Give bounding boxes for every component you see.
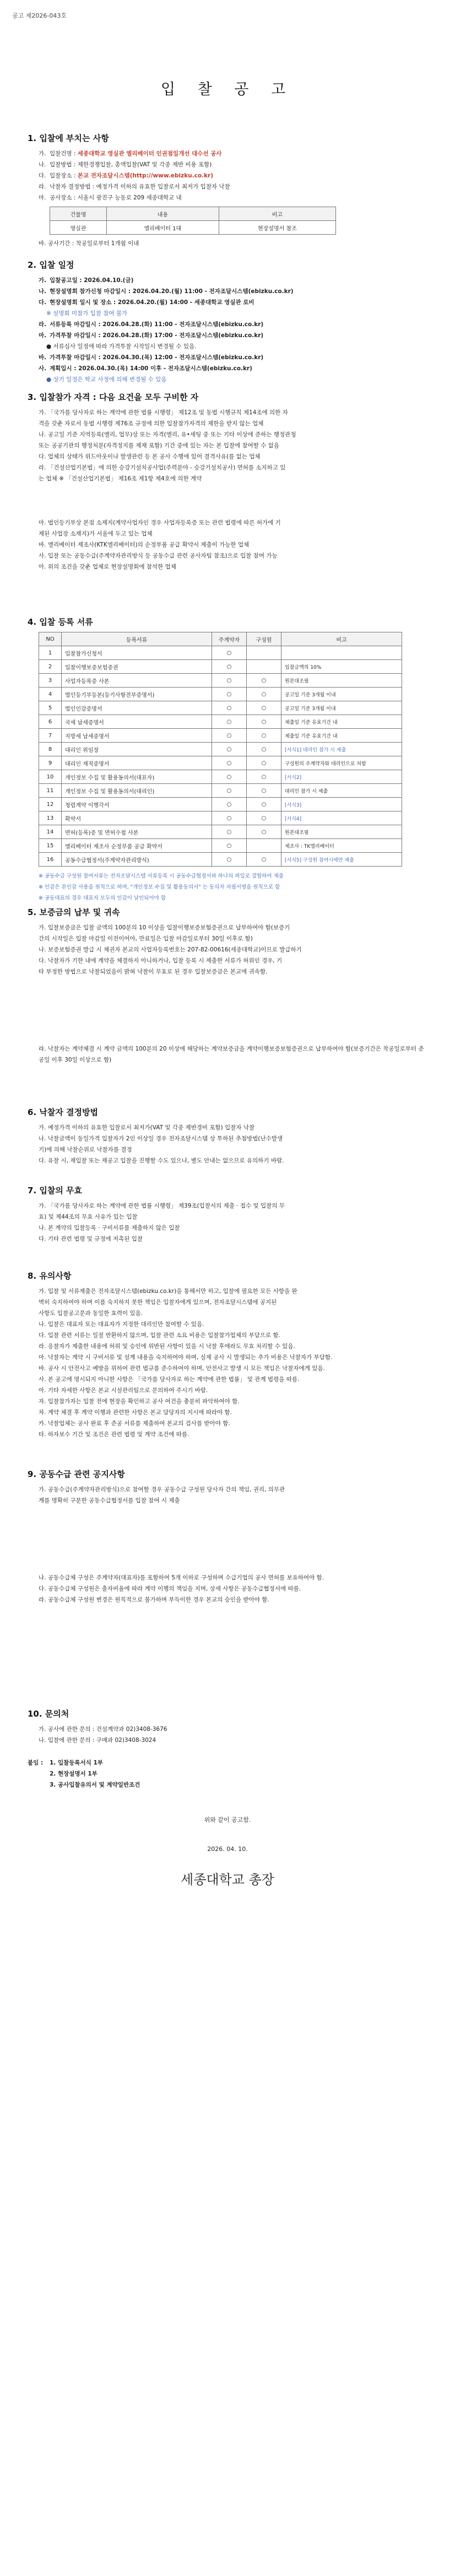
table-cell: ○ (247, 743, 281, 756)
documents-table-body (39, 646, 402, 867)
table-cell: 7 (39, 729, 62, 743)
paragraph-line: 차. 계약 체결 후 계약 이행과 관련한 사항은 본교 담당자의 지시에 따라야 함. (39, 1409, 232, 1416)
table-cell: 엘리베이터 1대 (107, 221, 219, 235)
section-bid-items (28, 132, 424, 249)
section-heading: 9. 공동수급 관련 공지사항 (28, 1469, 125, 1479)
table-cell: 현장설명서 참조 (219, 221, 335, 235)
list-item: 라. 낙찰자 결정방법 : 예정가격 이하의 유효한 입찰로서 최저가 입찰자 낙찰 (39, 183, 230, 190)
section-joint (28, 1468, 424, 1605)
table-cell: 공고일 기준 3개월 이내 (281, 701, 402, 715)
table-cell: ○ (212, 674, 247, 688)
section-heading: 1. 입찰에 부치는 사항 (28, 133, 109, 143)
section-deposit (28, 906, 424, 1065)
schedule-item: 다. 현장설명회 일시 및 장소 : 2026.04.20.(월) 14:00 - 세종대학교 영실관 로비 (39, 299, 254, 306)
notes-list (28, 1286, 424, 1440)
table-cell: 4 (39, 688, 62, 701)
table-cell: 14 (39, 825, 62, 839)
section-heading: 10. 문의처 (28, 1709, 69, 1719)
paragraph-line: 격을 갖춘 자로서 동법 시행령 제76조 규정에 의한 입찰참가자격의 제한을 받지 않는 업체 (39, 420, 264, 427)
schedule-note: ※ 설명회 미참가 입찰 참여 불가 (46, 310, 128, 317)
attachments (28, 1757, 424, 1790)
table-cell: 원본대조필 (281, 825, 402, 839)
paragraph-line: 나. 공고일 기준 지역등록(엘리, 업무)상 또는 자격(엘리, 유•세팅 중 또는 기타 이상에 준하는 행정관청 (39, 431, 296, 438)
table-cell: [서식5] 구성원 참여시에만 제출 (281, 853, 402, 867)
paragraph-line: 가. 「국가를 당사자로 하는 계약에 관한 법률 시행령」 제12조 및 동법 시행규칙 제14조에 의한 자 (39, 409, 288, 416)
table-cell: ○ (247, 825, 281, 839)
table-cell: ○ (247, 729, 281, 743)
table-header: 구성원 (247, 632, 281, 646)
schedule-item: 가. 입찰공고일 : 2026.04.10.(금) (39, 277, 134, 284)
table-cell: 8 (39, 743, 62, 756)
schedule-note: ● 서류심사 일정에 따라 가격투찰 시작일시 변경될 수 있음. (46, 343, 197, 350)
table-cell: ○ (247, 756, 281, 770)
table-cell: 13 (39, 811, 62, 825)
paragraph-line: 사. 본 공고에 명시되지 아니한 사항은 「국가를 당사자로 하는 계약에 관한 법률」 및 관계 법령을 따름. (39, 1376, 300, 1383)
schedule-note: ● 상기 일정은 학교 사정에 의해 변경될 수 있음 (46, 376, 167, 383)
table-cell: 개인정보 수집 및 활용동의서(대표자) (62, 770, 212, 784)
table-cell: 2 (39, 660, 62, 674)
paragraph-line: 타. 하자보수 기간 및 조건은 관련 법령 및 계약 조건에 따름. (39, 1431, 189, 1438)
table-note: ※ 공동대표의 경우 대표자 모두의 인감이 날인되어야 함 (39, 895, 166, 901)
table-cell: 제출일 기준 유효기간 내 (281, 715, 402, 729)
attachment-item: 1. 입찰등록서식 1부 (50, 1760, 103, 1766)
documents-table (39, 632, 402, 867)
closing-statement: 위와 같이 공고함. (204, 1816, 251, 1823)
table-row (39, 784, 402, 798)
paragraph-line: 계를 명확히 구분한 공동수급협정서를 입찰 참여 시 제출 (39, 1497, 180, 1504)
table-cell: 청렴계약 이행각서 (62, 798, 212, 811)
table-cell: 16 (39, 853, 62, 867)
table-cell: 3 (39, 674, 62, 688)
table-cell: 법인등기부등본(등기사항전부증명서) (62, 688, 212, 701)
table-row (39, 770, 402, 784)
paragraph-line: 라. 응찰자가 제출한 내용에 허위 및 승인에 위반된 사항이 있을 시 낙찰 후에라도 무효 처리할 수 있음. (39, 1343, 295, 1350)
section-schedule (28, 259, 424, 385)
table-cell: ○ (247, 701, 281, 715)
table-cell: 엘리베이터 제조사 순정부품 공급 확약서 (62, 839, 212, 853)
paragraph-line: 자. 입찰참가자는 입찰 전에 현장을 확인하고 공사 여건을 충분히 파악하여야 함. (39, 1398, 240, 1405)
document-title: 입 찰 공 고 (160, 81, 295, 98)
table-row (39, 798, 402, 811)
paragraph-line: 바. 공사 시 안전사고 예방을 위하여 관련 법규를 준수하여야 하며, 안전사고 발생 시 모든 책임은 낙찰자에게 있음. (39, 1365, 325, 1372)
table-cell (247, 839, 281, 853)
table-cell: ○ (212, 729, 247, 743)
paragraph-line: 사항도 입찰공고문과 동일한 효력이 있음. (39, 1310, 143, 1317)
paragraph-line: 효) 및 제44조의 무효 사유가 있는 입찰 (39, 1214, 138, 1220)
table-cell: ○ (247, 715, 281, 729)
paragraph-line: 나. 보증보험증권 발급 시 채권자 본교의 사업자등록번호는 207-82-00616(세종대학교)이므로 발급하기 (39, 946, 302, 953)
paragraph-line: 가. 입찰 및 서류제출은 전자조달시스템(ebizku.co.kr)을 통해서만 하고, 입찰에 필요한 모든 사항을 완 (39, 1288, 297, 1295)
section-heading: 6. 낙찰자 결정방법 (28, 1107, 99, 1117)
table-cell: 대리인 위임장 (62, 743, 212, 756)
site-table (50, 207, 336, 235)
table-cell: ○ (247, 811, 281, 825)
table-cell: ○ (212, 770, 247, 784)
contact-line: 가. 공사에 관한 문의 : 건설계약과 02)3408-3676 (39, 1726, 167, 1733)
paragraph: 다. 공동수급체 구성원은 출자비율에 따라 계약 이행의 책임을 지며, 상세 사항은 공동수급협정서에 따름. (39, 1585, 301, 1592)
section-heading: 4. 입찰 등록 서류 (28, 617, 93, 627)
table-cell: 원본대조필 (281, 674, 402, 688)
table-cell: ○ (212, 701, 247, 715)
table-cell: [서식1] 대리인 참가 시 제출 (281, 743, 402, 756)
paragraph-line: 벽히 숙지하여야 하며 이를 숙지하지 못한 책임은 입찰자에게 있으며, 전자조달시스템에 공지된 (39, 1299, 277, 1306)
paragraph: 라. 공동수급체 구성원 변경은 원칙적으로 불가하며 부득이한 경우 본교의 승인을 받아야 함. (39, 1597, 269, 1603)
paragraph-line: 다. 기타 관련 법령 및 규정에 저촉된 입찰 (39, 1236, 143, 1242)
paragraph-line: 타 부정한 방법으로 낙찰되었음이 밝혀 낙찰이 무효로 된 경우 입찰보증금은 본교에 귀속함. (39, 968, 268, 975)
table-cell: 제조사 : TK엘리베이터 (281, 839, 402, 853)
table-cell: ○ (212, 743, 247, 756)
paragraph: 라. 낙찰자는 계약체결 시 계약 금액의 100분의 20 이상에 해당하는 계약보증금을 계약이행보증보험증권으로 납부하여야 함(보증기간은 착공일로부터 준공일 이후 30일 이상으로 함) (39, 1046, 424, 1063)
paragraph-line: 마. 낙찰자는 계약 시 구비서류 및 설계 내용을 숙지하여야 하며, 실제 공사 시 발생되는 추가 비용은 낙찰자가 부담함. (39, 1354, 333, 1361)
paragraph-line: 사. 입찰 또는 공동수급(주계약자관리방식 등 공동수급 관련 공사자팀 참조)으로 입찰 참여 가능 (39, 553, 278, 559)
table-row (39, 853, 402, 867)
schedule-item: 바. 가격투찰 마감일시 : 2026.04.30.(목) 12:00 - 전자조달시스템(ebizku.co.kr) (39, 354, 264, 361)
table-header: 비고 (219, 207, 335, 221)
table-cell: 대리인 재직증명서 (62, 756, 212, 770)
issuer-signature: 세종대학교 총장 (181, 1872, 274, 1887)
table-row (39, 688, 402, 701)
section-invalid (28, 1184, 424, 1244)
paragraph-line: 나. 본 계약의 입찰등록 · 구비서류를 제출하지 않은 입찰 (39, 1225, 180, 1231)
paragraph: 나. 공동수급체 구성은 주계약자(대표자)를 포함하여 5개 이하로 구성하며 수급기업의 공사 면허를 보유하여야 함. (39, 1574, 324, 1581)
table-cell: ○ (212, 825, 247, 839)
paragraph-line: 나. 입찰은 대표자 또는 대표자가 지정한 대리인만 참여할 수 있음. (39, 1321, 204, 1328)
table-row (39, 729, 402, 743)
attachment-item: 3. 공사입찰유의서 및 계약일반조건 (50, 1782, 140, 1788)
table-cell: 1 (39, 646, 62, 660)
table-cell: ○ (212, 798, 247, 811)
section-heading: 7. 입찰의 무효 (28, 1186, 83, 1195)
table-cell: 12 (39, 798, 62, 811)
section-documents (28, 616, 424, 904)
table-cell: ○ (212, 646, 247, 660)
paragraph-line: 가. 예정가격 이하의 유효한 입찰로서 최저가(VAT 및 각종 제반경비 포함) 입찰자 낙찰 (39, 1124, 255, 1131)
table-row (39, 646, 402, 660)
table-cell: ○ (247, 674, 281, 688)
table-cell: 공동수급협정서(주계약자관리방식) (62, 853, 212, 867)
paragraph-line: 가. 입찰보증금은 입찰 금액의 100분의 10 이상을 입찰이행보증보험증권으로 납부하여야 함(보증기 (39, 924, 290, 931)
table-cell: ○ (212, 660, 247, 674)
table-cell: ○ (212, 784, 247, 798)
attachment-item: 2. 현장설명서 1부 (50, 1771, 98, 1777)
paragraph-line: 다. 업체의 상태가 위드아웃이나 발생관련 등 본 공사 수행에 있어 결격사유(를 없는 업체 (39, 453, 261, 460)
table-cell: 대리인 참가 시 제출 (281, 784, 402, 798)
attachments-label: 붙임 : (28, 1760, 44, 1766)
table-cell: 입찰이행보증보험증권 (62, 660, 212, 674)
table-cell: 법인인감증명서 (62, 701, 212, 715)
section-eligibility (28, 391, 424, 572)
section-contact (28, 1708, 424, 1746)
table-cell: 5 (39, 701, 62, 715)
paragraph-line: 다. 유찰 시, 재입찰 또는 재공고 입찰을 진행할 수도 있으나, 별도 안내는 없으므로 유의하기 바람. (39, 1157, 284, 1164)
table-cell: 영실관 (50, 221, 107, 235)
table-cell: 개인정보 수집 및 활용동의서(대리인) (62, 784, 212, 798)
table-cell (247, 646, 281, 660)
table-cell: 국세 납세증명서 (62, 715, 212, 729)
table-cell: 지방세 납세증명서 (62, 729, 212, 743)
table-cell: 9 (39, 756, 62, 770)
table-header: 건물명 (50, 207, 107, 221)
table-header: NO (39, 632, 62, 646)
table-cell: 10 (39, 770, 62, 784)
section-award (28, 1106, 424, 1166)
document-number: 공고 제2026-043호 (12, 12, 67, 19)
table-cell: ○ (212, 853, 247, 867)
table-row (39, 701, 402, 715)
table-row (39, 674, 402, 688)
section-heading: 8. 유의사항 (28, 1271, 72, 1281)
table-cell: ○ (212, 715, 247, 729)
paragraph-line: 가. 공동수급(주계약자관리방식)으로 참여할 경우 공동수급 구성원 당사자 간의 책임, 권리, 의무관 (39, 1486, 285, 1493)
list-item: 마. 공사장소 : 서울시 광진구 능동로 209 세종대학교 내 (39, 194, 182, 201)
table-header: 내용 (107, 207, 219, 221)
section-heading: 3. 입찰참가 자격 : 다음 요건을 모두 구비한 자 (28, 392, 199, 402)
schedule-item: 마. 가격투찰 마감일시 : 2026.04.28.(화) 17:00 - 전자조달시스템(ebizku.co.kr) (39, 332, 264, 339)
paragraph-line: 기)에 의해 낙찰순위로 낙찰자를 결정 (39, 1146, 132, 1153)
table-cell: ○ (247, 798, 281, 811)
table-cell: 15 (39, 839, 62, 853)
schedule-item: 사. 계획입시 : 2026.04.30.(목) 14:00 이후 - 전자조달시스템(ebizku.co.kr) (39, 365, 252, 372)
table-cell: 제출일 기준 유효기간 내 (281, 729, 402, 743)
table-cell: [서식4] (281, 811, 402, 825)
list-item: 바. 공사기간 : 착공일로부터 1개월 이내 (39, 240, 139, 247)
table-note: ※ 공동수급 구성원 참여서류는 전자조달시스템 서류등록 시 공동수급협정서와 하나의 파일로 결합하여 제출 (39, 873, 284, 879)
table-cell: 11 (39, 784, 62, 798)
table-cell: [서식3] (281, 798, 402, 811)
paragraph-line: 아. 기타 자세한 사항은 본교 시설관리팀으로 문의하여 주시기 바람. (39, 1387, 208, 1394)
table-row (39, 715, 402, 729)
issue-date: 2026. 04. 10. (207, 1846, 248, 1853)
table-row (39, 825, 402, 839)
table-cell: 면허(등록)증 및 면허수첩 사본 (62, 825, 212, 839)
table-cell: 6 (39, 715, 62, 729)
schedule-item: 라. 서류등록 마감일시 : 2026.04.28.(화) 11:00 - 전자조달시스템(ebizku.co.kr) (39, 321, 264, 328)
paragraph-line: 가. 「국가를 당사자로 하는 계약에 관한 법률 시행령」 제39조(입찰서의 제출 · 접수 및 입찰의 무 (39, 1203, 285, 1209)
attachments-list (28, 1757, 424, 1768)
section-heading: 5. 보증금의 납부 및 귀속 (28, 907, 120, 917)
table-row (39, 743, 402, 756)
table-row (50, 221, 336, 235)
table-note: ※ 인감은 본인감 사용을 원칙으로 하며, "개인정보 수집 및 활용동의서" 는 동의자 자필서명을 원칙으로 함 (39, 884, 280, 890)
table-cell: 공고일 기준 3개월 이내 (281, 688, 402, 701)
table-cell: [서식2] (281, 770, 402, 784)
paragraph-line: 간의 시작일은 입찰 마감일 이전이어야, 만료일은 입찰 마감일로부터 30일 이후로 함) (39, 935, 253, 942)
paragraph-line: 다. 입찰 관련 서류는 일절 반환하지 않으며, 입찰 관련 소요 비용은 입찰참가업체의 부담으로 함. (39, 1332, 280, 1339)
table-header: 등록서류 (62, 632, 212, 646)
contact-line: 나. 입찰에 관한 문의 : 구매과 02)3408-3024 (39, 1737, 156, 1744)
paragraph-line: 나. 낙찰금액이 동일가격 입찰자가 2인 이상일 경우 전자조달시스템 상 투하된 추첨방법(난수발생 (39, 1135, 283, 1142)
table-cell: 구성원의 주계약자와 대리인으로 처함 (281, 756, 402, 770)
paragraph-line: 또는 공공기관의 행정처분(자격정지를 제재 포함) 기간 중에 있는 자는 본 입찰에 참여할 수 없음 (39, 442, 280, 449)
table-cell: ○ (212, 811, 247, 825)
paragraph-line: 다. 낙찰자가 기한 내에 계약을 체결하지 아니하거나, 입찰 등록 시 제출한 서류가 허위인 경우, 기 (39, 957, 283, 964)
table-cell: ○ (247, 688, 281, 701)
table-cell (247, 660, 281, 674)
list-item: 다. 입찰장소 : 본교 전자조달시스템(http://www.ebizku.co.kr) (39, 172, 214, 179)
table-cell: ○ (212, 839, 247, 853)
list-item: 나. 입찰방법 : 제한경쟁입찰, 총액입찰(VAT 및 각종 제반 비용 포함) (39, 161, 212, 168)
table-cell: 확약서 (62, 811, 212, 825)
schedule-item: 나. 현장설명회 참가신청 마감일시 : 2026.04.20.(월) 11:00 - 전자조달시스템(ebizku.co.kr) (39, 288, 294, 295)
table-cell: ○ (212, 756, 247, 770)
table-row (39, 756, 402, 770)
table-header: 비고 (281, 632, 402, 646)
paragraph-line: 아. 위의 조건을 갖춘 업체로 현장설명회에 참석한 업체 (39, 564, 176, 570)
paragraph-line: 마. 법인등기부상 본점 소재지(계약사업자인 경우 사업자등록증 또는 관련 법령에 따른 허가에 기 (39, 519, 281, 526)
table-cell: ○ (247, 770, 281, 784)
table-cell: ○ (247, 853, 281, 867)
section-heading: 2. 입찰 일정 (28, 260, 74, 270)
paragraph-line: 카. 낙찰업체는 공사 완료 후 준공 서류를 제출하여 본교의 검사를 받아야 함. (39, 1420, 230, 1427)
table-cell: ○ (212, 688, 247, 701)
list-item: 가. 입찰건명 : 세종대학교 영실관 엘리베이터 인권점일개선 대수선 공사 (39, 150, 222, 157)
table-row (39, 811, 402, 825)
table-row (39, 839, 402, 853)
paragraph-line: 라. 「건설산업기본법」에 의한 승강기설치공사업(주력분야 - 승강기설치공사) 면허를 소지하고 있 (39, 464, 286, 471)
table-cell: 사업자등록증 사본 (62, 674, 212, 688)
paragraph-line: 재된 사업장 소재지)가 서울에 두고 있는 업체 (39, 531, 153, 537)
paragraph-line: 는 업체 ※ 「건설산업기본법」 제16조 제1항 제4호에 의한 계약 (39, 475, 202, 482)
table-row (39, 660, 402, 674)
paragraph-line: 바. 엘리베이터 제조사(KTK엘리베이터)의 순정부품 공급 확약서 제출이 가능한 업체 (39, 542, 250, 548)
table-cell: 입찰참가신청서 (62, 646, 212, 660)
table-header: 주계약자 (212, 632, 247, 646)
table-cell: ○ (247, 784, 281, 798)
table-cell: 입찰금액의 10% (281, 660, 402, 674)
table-cell (281, 646, 402, 660)
section-notes (28, 1270, 424, 1440)
